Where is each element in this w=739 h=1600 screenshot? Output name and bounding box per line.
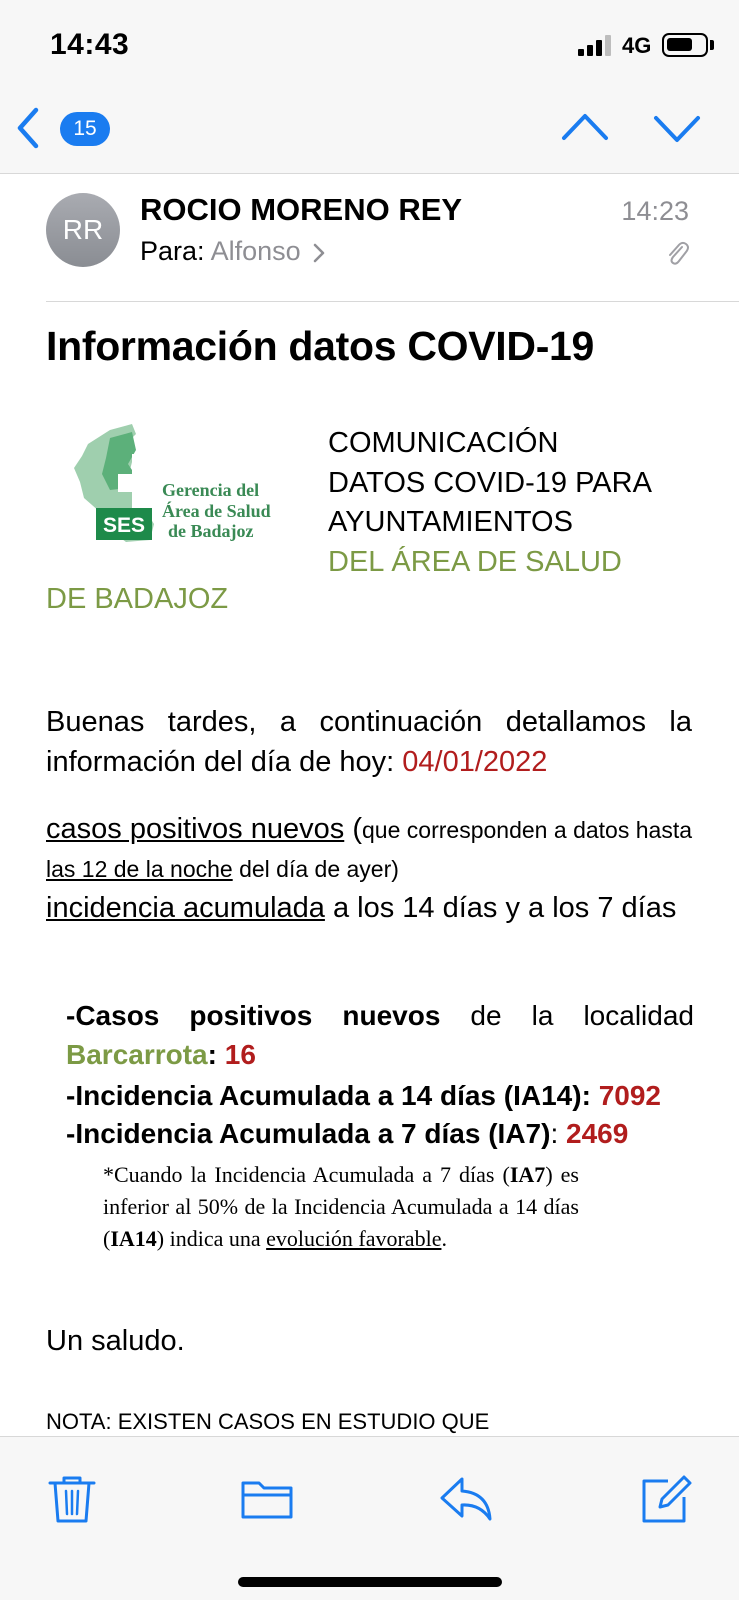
closing-text: Un saludo. [46, 1325, 185, 1357]
status-bar [0, 0, 739, 88]
note-ia7: IA7 [509, 1162, 546, 1187]
note-ia14: IA14 [110, 1226, 157, 1251]
note-underlined: evolución favorable [266, 1226, 442, 1251]
note-text-b: ) es inferior al 50% de la Incidencia Acumulada a 14 días ( [103, 1162, 579, 1251]
bullet-ia14 [66, 1076, 739, 1115]
incidence-footnote [103, 1159, 579, 1255]
incidence-text: a los 14 días y a los 7 días [324, 892, 677, 924]
note-text-a: *Cuando la Incidencia Acumulada a 7 días ( [103, 1162, 510, 1187]
reply-icon [438, 1471, 494, 1527]
nav-bar [0, 88, 739, 174]
paperclip-icon [664, 238, 690, 268]
cases-note-b: del día de ayer) [232, 856, 399, 882]
incidence-heading: incidencia acumulada [46, 892, 325, 924]
cases-note-underlined: las 12 de la noche [46, 856, 233, 882]
bullet-2-label: -Incidencia Acumulada a 14 días (IA14): [66, 1080, 599, 1111]
bullet-1-label: -Casos positivos nuevos [66, 1000, 441, 1031]
intro-text: Buenas tardes, a continuación detallamos la información del día de hoy: [46, 706, 692, 778]
cases-note-a: que corresponden a datos hasta [362, 817, 693, 843]
logo-badge: SES [102, 514, 146, 537]
nota-text: NOTA: EXISTEN CASOS EN ESTUDIO QUE [46, 1409, 490, 1434]
logo-line-3: de Badajoz [168, 521, 254, 541]
note-end: . [441, 1226, 447, 1251]
comm-line-2: DATOS COVID-19 PARA [328, 466, 652, 499]
note-text-c: ) indica una [156, 1226, 267, 1251]
email-time: 14:23 [621, 196, 689, 226]
bullet-ia7 [66, 1114, 694, 1153]
report-date: 04/01/2022 [402, 746, 548, 778]
cases-paragraph [46, 810, 692, 888]
avatar[interactable]: RR [46, 193, 120, 267]
logo-line-2: Área de Salud [162, 501, 271, 521]
cases-paren: ( [344, 813, 363, 845]
previous-message-button[interactable] [560, 106, 610, 150]
new-cases-value: 16 [224, 1039, 256, 1070]
header-divider [46, 301, 739, 302]
bullet-new-cases [66, 996, 694, 1074]
delete-button[interactable] [44, 1471, 100, 1527]
back-button[interactable] [12, 106, 52, 150]
battery-tip [710, 40, 714, 50]
locality-name: Barcarrota [66, 1039, 208, 1070]
ia14-value: 7092 [598, 1080, 661, 1111]
chevron-left-icon [12, 106, 52, 150]
unread-count-badge[interactable]: 15 [60, 112, 110, 146]
home-indicator[interactable] [238, 1577, 502, 1587]
comm-line-4: DEL ÁREA DE SALUD [328, 545, 622, 578]
trash-icon [44, 1471, 100, 1527]
logo-line-1: Gerencia del [162, 480, 260, 500]
communication-heading [328, 424, 652, 582]
cases-heading: casos positivos nuevos [46, 813, 345, 845]
intro-paragraph [46, 702, 692, 782]
sender-name[interactable]: ROCIO MORENO REY [140, 192, 463, 227]
comm-line-3: AYUNTAMIENTOS [328, 506, 573, 538]
comm-line-5: DE BADAJOZ [46, 583, 229, 615]
ia7-value: 2469 [566, 1118, 629, 1149]
compose-icon [638, 1471, 694, 1527]
reply-button[interactable] [438, 1471, 494, 1527]
status-time: 14:43 [50, 28, 130, 61]
next-message-button[interactable] [652, 106, 702, 150]
comm-line-1: COMUNICACIÓN [328, 427, 559, 459]
network-label: 4G [622, 33, 652, 58]
email-subject: Información datos COVID-19 [46, 323, 595, 369]
move-to-folder-button[interactable] [239, 1471, 295, 1527]
chevron-right-icon [312, 242, 326, 264]
battery-icon [662, 33, 708, 57]
recipient-name[interactable]: Alfonso [210, 236, 301, 266]
bottom-toolbar [0, 1436, 739, 1600]
bullet-1-text: de la localidad [440, 1000, 694, 1031]
chevron-down-icon [652, 106, 702, 150]
folder-icon [239, 1471, 295, 1527]
incidence-paragraph [46, 888, 692, 928]
ses-logo [70, 424, 310, 554]
signal-icon [578, 34, 614, 56]
chevron-up-icon [560, 106, 610, 150]
bullet-3-label: -Incidencia Acumulada a 7 días (IA7) [66, 1118, 551, 1149]
bullet-3-colon: : [550, 1118, 566, 1149]
recipients-line[interactable] [140, 236, 326, 267]
to-label: Para: [140, 236, 205, 266]
bullet-1-colon: : [207, 1039, 225, 1070]
compose-button[interactable] [638, 1471, 694, 1527]
